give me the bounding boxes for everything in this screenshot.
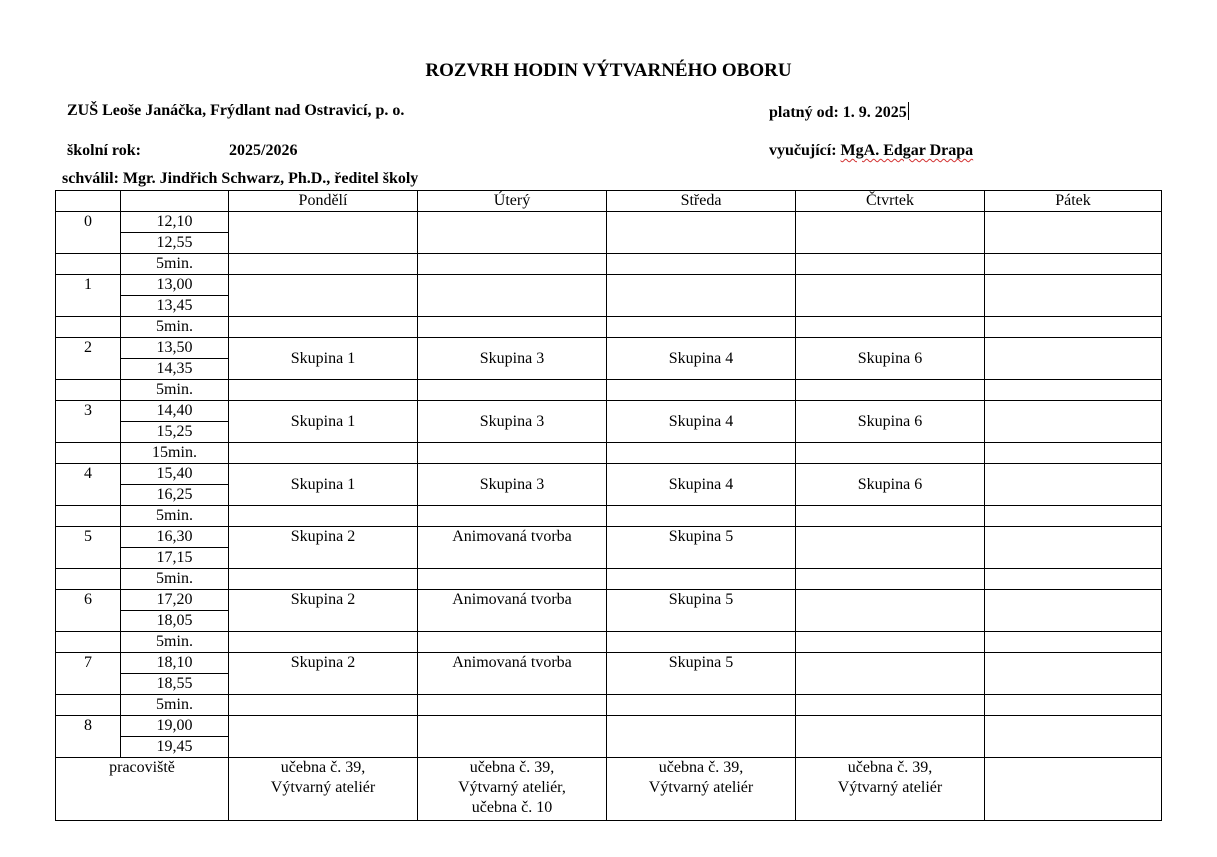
schedule-table xyxy=(55,190,1162,821)
break-blank xyxy=(56,569,121,590)
page-title: ROZVRH HODIN VÝTVARNÉHO OBORU xyxy=(425,60,792,81)
break-cell xyxy=(418,443,607,464)
header-row xyxy=(56,191,1162,212)
break-cell xyxy=(796,506,985,527)
lesson-number: 6 xyxy=(56,590,121,632)
lesson-number: 3 xyxy=(56,401,121,443)
lesson-start-time: 12,10 xyxy=(121,212,229,233)
break-row xyxy=(56,317,1162,338)
lesson-cell xyxy=(985,527,1162,569)
lesson-cell xyxy=(985,275,1162,317)
lesson-cell xyxy=(229,716,418,758)
lesson-start-time: 15,40 xyxy=(121,464,229,485)
lesson-cell: Skupina 4 xyxy=(607,401,796,443)
workplace-line: učebna č. 10 xyxy=(471,799,553,816)
break-blank xyxy=(56,443,121,464)
lesson-row xyxy=(56,212,1162,233)
lesson-number: 1 xyxy=(56,275,121,317)
header-day: Čtvrtek xyxy=(796,191,985,212)
break-row xyxy=(56,506,1162,527)
lesson-end-time: 18,55 xyxy=(121,674,229,695)
lesson-cell: Skupina 2 xyxy=(229,590,418,632)
lesson-cell xyxy=(796,275,985,317)
lesson-cell xyxy=(607,716,796,758)
break-cell xyxy=(985,632,1162,653)
header-day: Pondělí xyxy=(229,191,418,212)
lesson-cell xyxy=(418,716,607,758)
header-day: Středa xyxy=(607,191,796,212)
lesson-row xyxy=(56,653,1162,674)
lesson-end-time: 19,45 xyxy=(121,737,229,758)
lesson-row xyxy=(56,338,1162,359)
valid-from-text: platný od: 1. 9. 2025 xyxy=(769,104,907,121)
lesson-cell xyxy=(796,212,985,254)
lesson-number: 8 xyxy=(56,716,121,758)
break-cell xyxy=(796,632,985,653)
break-cell xyxy=(607,380,796,401)
lesson-end-time: 16,25 xyxy=(121,485,229,506)
lesson-cell xyxy=(229,212,418,254)
workplace-label: pracoviště xyxy=(56,758,229,821)
break-cell xyxy=(418,317,607,338)
lesson-row xyxy=(56,275,1162,296)
break-row xyxy=(56,443,1162,464)
break-duration: 5min. xyxy=(121,569,229,590)
lesson-cell: Skupina 1 xyxy=(229,338,418,380)
lesson-number: 7 xyxy=(56,653,121,695)
break-cell xyxy=(607,632,796,653)
lesson-end-time: 15,25 xyxy=(121,422,229,443)
lesson-cell xyxy=(607,212,796,254)
lesson-cell: Skupina 6 xyxy=(796,401,985,443)
break-duration: 5min. xyxy=(121,632,229,653)
workplace-cell xyxy=(229,758,418,821)
lesson-cell: Skupina 6 xyxy=(796,338,985,380)
header-day: Pátek xyxy=(985,191,1162,212)
workplace-line: učebna č. 39, xyxy=(658,759,744,776)
lesson-cell xyxy=(796,653,985,695)
lesson-end-time: 12,55 xyxy=(121,233,229,254)
break-duration: 5min. xyxy=(121,695,229,716)
break-cell xyxy=(985,443,1162,464)
break-row xyxy=(56,380,1162,401)
workplace-cell xyxy=(418,758,607,821)
break-cell xyxy=(418,632,607,653)
break-cell xyxy=(985,695,1162,716)
workplace-cell xyxy=(985,758,1162,821)
break-cell xyxy=(607,569,796,590)
break-cell xyxy=(607,254,796,275)
lesson-cell: Skupina 2 xyxy=(229,527,418,569)
workplace-row xyxy=(56,758,1162,821)
break-cell xyxy=(229,695,418,716)
workplace-line: učebna č. 39, xyxy=(280,759,366,776)
lesson-end-time: 14,35 xyxy=(121,359,229,380)
break-cell xyxy=(985,380,1162,401)
lesson-cell: Animovaná tvorba xyxy=(418,653,607,695)
break-blank xyxy=(56,380,121,401)
lesson-cell: Skupina 4 xyxy=(607,338,796,380)
break-cell xyxy=(418,380,607,401)
break-cell xyxy=(796,569,985,590)
break-cell xyxy=(229,506,418,527)
lesson-row xyxy=(56,401,1162,422)
text-cursor xyxy=(908,102,909,120)
lesson-end-time: 17,15 xyxy=(121,548,229,569)
lesson-cell: Skupina 2 xyxy=(229,653,418,695)
break-cell xyxy=(607,695,796,716)
workplace-line: Výtvarný ateliér, xyxy=(458,779,566,796)
break-duration: 15min. xyxy=(121,443,229,464)
break-cell xyxy=(796,443,985,464)
header-blank-num xyxy=(56,191,121,212)
workplace-line: učebna č. 39, xyxy=(847,759,933,776)
break-row xyxy=(56,569,1162,590)
lesson-start-time: 19,00 xyxy=(121,716,229,737)
lesson-cell: Skupina 5 xyxy=(607,590,796,632)
lesson-row xyxy=(56,464,1162,485)
lesson-row xyxy=(56,716,1162,737)
lesson-cell xyxy=(985,338,1162,380)
approved-by: schválil: Mgr. Jindřich Schwarz, Ph.D., ředitel školy xyxy=(62,170,419,187)
lesson-cell xyxy=(796,590,985,632)
lesson-cell xyxy=(607,275,796,317)
break-duration: 5min. xyxy=(121,254,229,275)
lesson-cell xyxy=(985,464,1162,506)
lesson-cell xyxy=(796,527,985,569)
workplace-line: Výtvarný ateliér xyxy=(837,779,943,796)
lesson-start-time: 14,40 xyxy=(121,401,229,422)
header-blank-time xyxy=(121,191,229,212)
lesson-row xyxy=(56,527,1162,548)
break-cell xyxy=(796,254,985,275)
lesson-start-time: 17,20 xyxy=(121,590,229,611)
teacher xyxy=(769,142,973,160)
break-duration: 5min. xyxy=(121,380,229,401)
lesson-cell xyxy=(418,275,607,317)
lesson-number: 2 xyxy=(56,338,121,380)
lesson-cell xyxy=(985,716,1162,758)
break-cell xyxy=(418,695,607,716)
lesson-cell xyxy=(985,653,1162,695)
workplace-line: Výtvarný ateliér xyxy=(270,779,376,796)
lesson-cell: Skupina 3 xyxy=(418,464,607,506)
break-row xyxy=(56,695,1162,716)
lesson-cell xyxy=(229,275,418,317)
break-cell xyxy=(229,317,418,338)
lesson-number: 5 xyxy=(56,527,121,569)
break-cell xyxy=(418,254,607,275)
workplace-cell xyxy=(796,758,985,821)
break-cell xyxy=(229,632,418,653)
workplace-line: Výtvarný ateliér xyxy=(648,779,754,796)
lesson-cell xyxy=(985,401,1162,443)
break-cell xyxy=(229,254,418,275)
break-cell xyxy=(607,506,796,527)
break-blank xyxy=(56,632,121,653)
school-year-label: školní rok: xyxy=(67,142,141,159)
lesson-cell xyxy=(985,590,1162,632)
break-cell xyxy=(796,317,985,338)
lesson-start-time: 16,30 xyxy=(121,527,229,548)
lesson-start-time: 13,50 xyxy=(121,338,229,359)
school-year-value: 2025/2026 xyxy=(229,142,298,159)
teacher-label: vyučující: xyxy=(769,142,841,159)
lesson-number: 4 xyxy=(56,464,121,506)
break-cell xyxy=(418,506,607,527)
lesson-end-time: 18,05 xyxy=(121,611,229,632)
lesson-cell: Skupina 1 xyxy=(229,401,418,443)
break-cell xyxy=(607,317,796,338)
school-name: ZUŠ Leoše Janáčka, Frýdlant nad Ostravicí, p. o. xyxy=(67,102,405,119)
break-row xyxy=(56,254,1162,275)
break-duration: 5min. xyxy=(121,317,229,338)
break-cell xyxy=(985,317,1162,338)
valid-from[interactable] xyxy=(769,102,909,122)
break-blank xyxy=(56,317,121,338)
lesson-number: 0 xyxy=(56,212,121,254)
lesson-cell: Skupina 3 xyxy=(418,338,607,380)
break-cell xyxy=(607,443,796,464)
lesson-cell xyxy=(985,212,1162,254)
lesson-cell: Skupina 1 xyxy=(229,464,418,506)
lesson-cell: Skupina 6 xyxy=(796,464,985,506)
break-row xyxy=(56,632,1162,653)
lesson-cell: Skupina 5 xyxy=(607,653,796,695)
break-cell xyxy=(796,380,985,401)
lesson-start-time: 13,00 xyxy=(121,275,229,296)
break-cell xyxy=(985,506,1162,527)
lesson-end-time: 13,45 xyxy=(121,296,229,317)
break-cell xyxy=(229,380,418,401)
lesson-cell: Skupina 3 xyxy=(418,401,607,443)
break-cell xyxy=(796,695,985,716)
lesson-cell xyxy=(796,716,985,758)
break-duration: 5min. xyxy=(121,506,229,527)
workplace-line: učebna č. 39, xyxy=(469,759,555,776)
lesson-cell xyxy=(418,212,607,254)
lesson-cell: Animovaná tvorba xyxy=(418,527,607,569)
break-cell xyxy=(229,443,418,464)
break-cell xyxy=(229,569,418,590)
lesson-start-time: 18,10 xyxy=(121,653,229,674)
break-blank xyxy=(56,254,121,275)
break-blank xyxy=(56,695,121,716)
lesson-row xyxy=(56,590,1162,611)
lesson-cell: Skupina 5 xyxy=(607,527,796,569)
break-cell xyxy=(985,254,1162,275)
break-cell xyxy=(418,569,607,590)
lesson-cell: Animovaná tvorba xyxy=(418,590,607,632)
header-day: Úterý xyxy=(418,191,607,212)
teacher-name: MgA. Edgar Drapa xyxy=(840,142,974,159)
lesson-cell: Skupina 4 xyxy=(607,464,796,506)
break-blank xyxy=(56,506,121,527)
workplace-cell xyxy=(607,758,796,821)
break-cell xyxy=(985,569,1162,590)
